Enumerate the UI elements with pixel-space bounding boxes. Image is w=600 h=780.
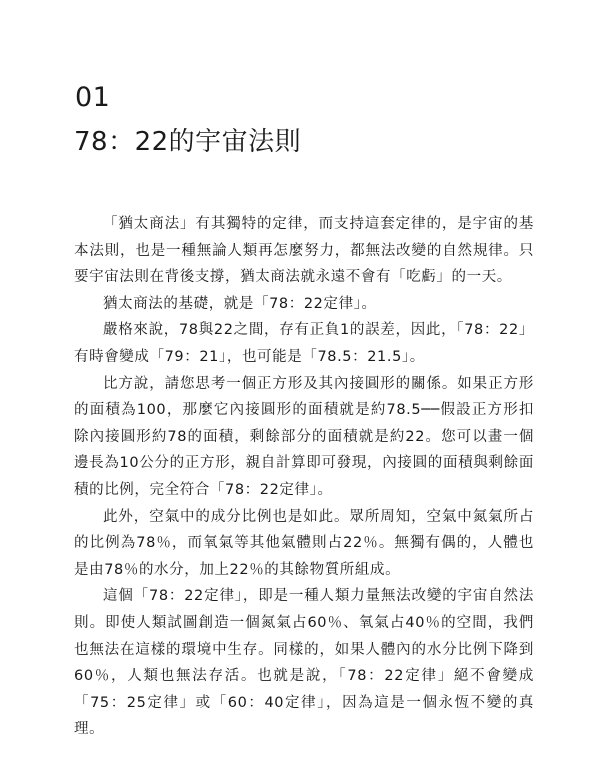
paragraph: 嚴格來說，78與22之間，存有正負1的誤差，因此，「78：22」有時會變成「79：21」，也可能是「78.5：21.5」。 — [74, 322, 534, 365]
paragraph: 這個「78：22定律」，即是一種人類力量無法改變的宇宙自然法則。即使人類試圖創造一個氮氣占60％、氧氣占40％的空間，我們也無法在這樣的環境中生存。同樣的，如果人體內的水分比例下降到60％，人類也無法存活。也就是說，「78：22定律」絕不會變成「75：25定律」或「60：40定律」，因為這是一個永恆不變的真理。 — [74, 588, 534, 738]
paragraph: 比方說，請您思考一個正方形及其內接圓形的關係。如果正方形的面積為100，那麼它內接圓形的面積就是約78.5──假設正方形扣除內接圓形約78的面積，剩餘部分的面積就是約22。您可以畫一個邊長為10公分的正方形，親自計算即可發現，內接圓的面積與剩餘面積的比例，完全符合「78：22定律」。 — [74, 375, 534, 498]
paragraph: 此外，空氣中的成分比例也是如此。眾所周知，空氣中氮氣所占的比例為78％，而氧氣等其他氣體則占22％。無獨有偶的，人體也是由78％的水分，加上22％的其餘物質所組成。 — [74, 508, 534, 578]
paragraph: 猶太商法的基礎，就是「78：22定律」。 — [103, 295, 377, 312]
chapter-title: 78：22的宇宙法則 — [74, 127, 302, 157]
paragraph: 「猶太商法」有其獨特的定律，而支持這套定律的，是宇宙的基本法則，也是一種無論人類再怎麼努力，都無法改變的自然規律。只要宇宙法則在背後支撐，猶太商法就永遠不會有「吃虧」的一天。 — [74, 216, 534, 286]
chapter-body — [74, 211, 534, 743]
chapter-number: 01 — [75, 82, 111, 113]
